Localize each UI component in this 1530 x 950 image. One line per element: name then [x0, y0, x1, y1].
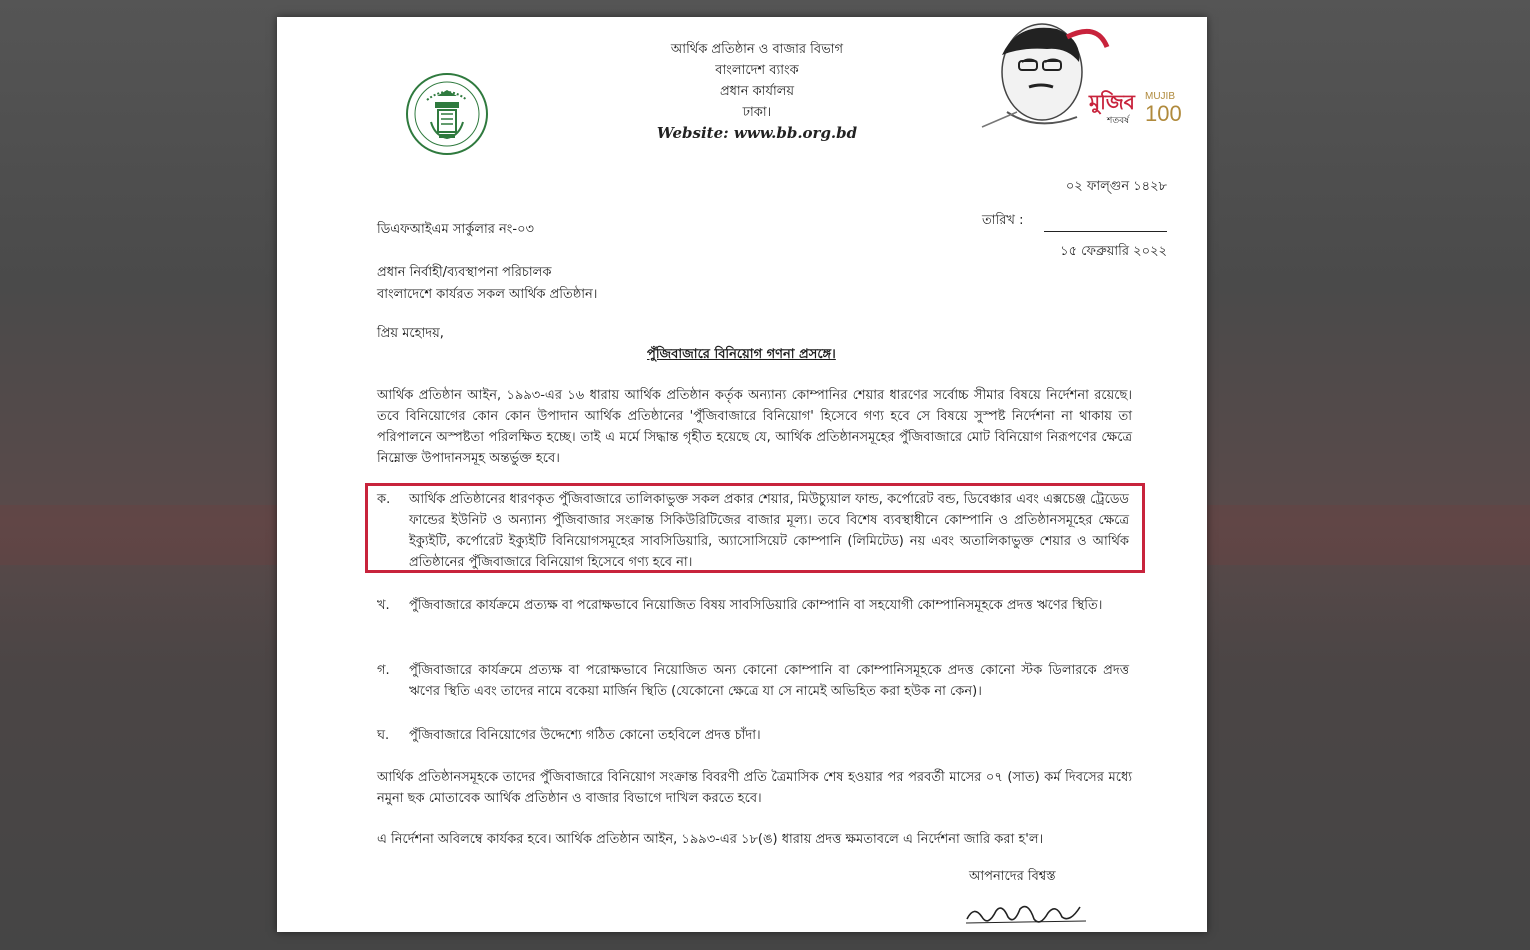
effective-paragraph: এ নির্দেশনা অবিলম্বে কার্যকর হবে। আর্থিক প্রতিষ্ঠান আইন, ১৯৯৩-এর ১৮(ঙ) ধারায় প্রদত্ত ক্ষমতাবলে এ নির্দেশনা জারি করা হ'ল।: [377, 832, 1044, 847]
issuer-header: [617, 39, 897, 144]
date-gregorian: ১৫ ফেব্রুয়ারি ২০২২: [1060, 244, 1167, 259]
reporting-paragraph: আর্থিক প্রতিষ্ঠানসমূহকে তাদের পুঁজিবাজারে বিনিয়োগ সংক্রান্ত বিবরণী প্রতি ত্রৈমাসিক শেষ হওয়ার পর পরবর্তী মাসের ০৭ (সাত) কর্ম দিবসের মধ্যে নমুনা ছক মোতাবেক আর্থিক প্রতিষ্ঠান ও বাজার বিভাগে দাখিল করতে হবে।: [377, 770, 1132, 806]
date-label: তারিখ :: [982, 213, 1024, 228]
mujib-brand-text: মুজিব: [1089, 90, 1135, 114]
list-item-number: ক.: [377, 492, 391, 507]
recipient-address: [377, 262, 597, 306]
department-name: আর্থিক প্রতিষ্ঠান ও বাজার বিভাগ: [670, 42, 844, 57]
recipient-line-1: প্রধান নির্বাহী/ব্যবস্থাপনা পরিচালক: [377, 265, 552, 280]
bank-name: বাংলাদেশ ব্যাংক: [715, 63, 799, 78]
mujib-sub-text: শতবর্ষ: [1107, 116, 1130, 126]
date-bangla: ০২ ফাল্গুন ১৪২৮: [1065, 179, 1167, 194]
list-item-number: গ.: [377, 663, 390, 678]
city-name: ঢাকা।: [742, 105, 772, 120]
list-item-number: ঘ.: [377, 728, 390, 743]
mujib-latin-text: MUJIB: [1145, 91, 1175, 102]
list-item-text: পুঁজিবাজারে কার্যক্রমে প্রত্যক্ষ বা পরোক্ষভাবে নিয়োজিত অন্য কোনো কোম্পানি বা কোম্পানিসমূহকে প্রদত্ত কোনো স্টক ডিলারকে প্রদত্ত ঋণের স্থিতি এবং তাদের নামে বকেয়া মার্জিন স্থিতি (যেকোনো ক্ষেত্রে যা সে নামেই অভিহিত করা হউক না কেন)।: [409, 663, 1129, 699]
date-divider: [1044, 231, 1167, 232]
list-item-text: পুঁজিবাজারে কার্যক্রমে প্রত্যক্ষ বা পরোক্ষভাবে নিয়োজিত বিষয় সাবসিডিয়ারি কোম্পানি বা সহযোগী কোম্পানিসমূহকে প্রদত্ত ঋণের স্থিতি।: [409, 598, 1103, 613]
list-item-text: আর্থিক প্রতিষ্ঠানের ধারণকৃত পুঁজিবাজারে তালিকাভুক্ত সকল প্রকার শেয়ার, মিউচ্যুয়াল ফান্ড, কর্পোরেট বন্ড, ডিবেঞ্চার এবং এক্সচেঞ্জ ট্রেডেড ফান্ডের ইউনিট ও অন্যান্য পুঁজিবাজার সংক্রান্ত সিকিউরিটিজের বাজার মূল্য। তবে বিশেষ ব্যবস্থাধীনে কোম্পানি ও প্রতিষ্ঠানসমূহের ক্ষেত্রে ইক্যুইটি, কর্পোরেট ইক্যুইটি বিনিয়োগসমূহের সাবসিডিয়ারি, অ্যাসোসিয়েট কোম্পানি (লিমিটেড) নয় এবং অতালিকাভুক্ত শেয়ার ও আর্থিক প্রতিষ্ঠানের পুঁজিবাজারে বিনিয়োগ হিসেবে গণ্য হবে না।: [409, 492, 1129, 570]
office-name: প্রধান কার্যালয়: [719, 84, 795, 99]
mujib-100-text: 100: [1145, 101, 1182, 126]
intro-paragraph: আর্থিক প্রতিষ্ঠান আইন, ১৯৯৩-এর ১৬ ধারায় আর্থিক প্রতিষ্ঠান কর্তৃক অন্যান্য কোম্পানির শেয়ার ধারণের সর্বোচ্চ সীমার বিষয়ে নির্দেশনা রয়েছে। তবে বিনিয়োগের কোন কোন উপাদান আর্থিক প্রতিষ্ঠানের 'পুঁজিবাজারে বিনিয়োগ' হিসেবে গণ্য হবে সে বিষয়ে সুস্পষ্ট নির্দেশনা না থাকায় তা পরিপালনে অস্পষ্টতা পরিলক্ষিত হচ্ছে। তাই এ মর্মে সিদ্ধান্ত গৃহীত হয়েছে যে, আর্থিক প্রতিষ্ঠানসমূহের পুঁজিবাজারে মোট বিনিয়োগ নিরূপণের ক্ষেত্রে নিম্নোক্ত উপাদানসমূহ অন্তর্ভুক্ত হবে।: [377, 388, 1132, 466]
circular-document: [277, 17, 1207, 932]
bangladesh-bank-seal-icon: [405, 72, 489, 156]
recipient-line-2: বাংলাদেশে কার্যরত সকল আর্থিক প্রতিষ্ঠান।: [377, 287, 598, 302]
list-item-text: পুঁজিবাজারে বিনিয়োগের উদ্দেশ্যে গঠিত কোনো তহবিলে প্রদত্ত চাঁদা।: [409, 728, 761, 743]
subject-line: পুঁজিবাজারে বিনিয়োগ গণনা প্রসঙ্গে।: [647, 347, 836, 362]
mujib-100-logo: [977, 17, 1182, 132]
website-text: Website: www.bb.org.bd: [656, 124, 858, 142]
list-item-number: খ.: [377, 598, 390, 613]
signature-icon: [962, 897, 1092, 932]
date-block: [982, 177, 1167, 263]
closing-text: আপনাদের বিশ্বস্ত: [969, 869, 1056, 884]
circular-reference: ডিএফআইএম সার্কুলার নং-০৩: [377, 222, 534, 237]
salutation: প্রিয় মহোদয়,: [377, 326, 444, 341]
